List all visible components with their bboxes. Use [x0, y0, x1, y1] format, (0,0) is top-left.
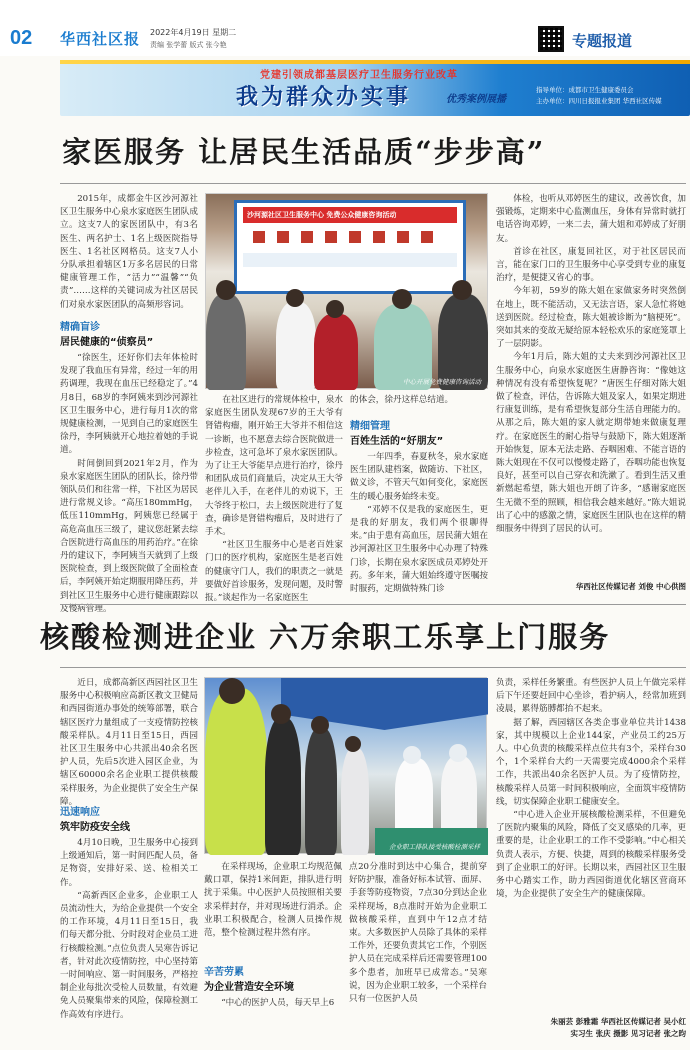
photo2-caption: 企业职工排队接受核酸检测采样 — [389, 843, 480, 851]
consultation-signboard — [234, 200, 466, 294]
banner-organizers — [536, 85, 662, 107]
article1-paragraph: 2015年，成都金牛区沙河源社区卫生服务中心泉水家庭医生团队成立。这支7人的家医团队中，有3名医生、两名护士、1名上级医院指导医生、1名社区网格员。这支7人小分队承担着辖区1万多名居民的日常健康管理工作，“活力”“温馨”“负责”……这样的关键词成为社区居民们对泉水家医团队的高频形容词。 — [60, 194, 198, 310]
article2-paragraph: 4月10日晚，卫生服务中心接到上级通知后，第一时间匹配人员，备足物资，安排好采、送、检相关工作。 — [60, 838, 198, 888]
signboard-title: 沙河源社区卫生服务中心 免费公众健康咨询活动 — [243, 207, 457, 223]
editor-credits: 责编 张学蕾 版式 张今艳 — [150, 41, 227, 49]
article1-paragraph: 首诊在社区，康复回社区，对于社区居民而言，能在家门口的卫生服务中心享受到专业的康复治疗，是便捷又省心的事。 — [496, 246, 686, 284]
article2-rule — [60, 667, 686, 668]
article1-col3-body — [350, 451, 488, 593]
article2-paragraph: 据了解，西园辖区各类企事业单位共计1438家，其中规模以上企业144家，产业员工约25万人。中心负责的核酸采样点位共有3个，采样台30个，1个采样台大约一天需要完成4000余个采样工作，共派出40余名医护人员。为了疫情防控，核酸采样人员第一时间积极响应，全面筑牢疫情防线，切实保障企业职工健康安全。 — [496, 717, 686, 807]
signboard-posters — [243, 231, 457, 245]
article2-credit-line2: 实习生 张庆 摄影 见习记者 张之昀 — [570, 1029, 686, 1038]
article1-col1-body — [60, 352, 198, 614]
article2-subhead-2: 辛苦劳累 — [204, 967, 244, 978]
article1-subhead-2: 精细管理 — [350, 421, 390, 432]
article2-subhead-1: 迅速响应 — [60, 807, 100, 818]
article1-subhead-1-title: 居民健康的“侦察员” — [60, 337, 154, 348]
article1-paragraph: “徐医生，还好你们去年体检时发现了我血压有异常，经过一年的用药调理，我现在血压已经稳定了。”4月8日，68岁的李阿姨来到沙河源社区卫生服务中心，进行每月1次的常规健康检测，一见到自己的家庭医生徐丹，李阿姨就开心地拉着她的手说道。 — [60, 353, 198, 456]
section-label: 专题报道 — [572, 32, 633, 50]
article2-paragraph: 在采样现场，企业职工均规范佩戴口罩，保持1米间距，排队进行明扰于采集。中心医护人员按照相关要求采样封存，并对现场进行消杀。企业职工积极配合，检测人员操作规范，整个检测过程井然有序。 — [204, 862, 342, 939]
article2-paragraph: 负责，采样任务繁重。有些医护人员上午做完采样后下午还要赶回中心坐诊，看护病人，经常加班到凌晨，累得筋膊都抬不起来。 — [496, 678, 686, 715]
article1-credit: 华西社区传媒记者 刘俊 中心供图 — [575, 582, 686, 591]
article2-paragraph: 点20分准时到达中心集合，提前穿好防护服，准备好标本试管、面屏、手套等防疫物资，7点30分到达企业采样现场，8点准时开始为企业职工做核酸采样，直到中午12点才结束。大多数医护人员除了具体的采样工作外，还要负责其它工作，个别医护人员在完成采样后还需要管理100多个患者，加班早已成常态。”吴寒说，因为企业职工较多，一个采样台只有一位医护人员 — [349, 862, 487, 1005]
masthead — [0, 0, 690, 56]
article2-col1-body — [60, 837, 198, 1043]
qr-code-icon — [538, 26, 564, 52]
article2-col2-body — [204, 861, 342, 957]
article1-col3-lead — [350, 394, 488, 408]
article2-credit — [470, 1016, 686, 1040]
article1-headline: 家医服务 让居民生活品质“步步高” — [62, 135, 546, 169]
photo1-caption: 中心开展免费健康咨询活动 — [403, 378, 481, 386]
banner-guide-unit: 指导单位：成都市卫生健康委员会 — [536, 86, 634, 94]
article2-top-rule — [60, 604, 686, 605]
article2-paragraph: “中心的医护人员，每天早上6 — [221, 998, 335, 1008]
article1-paragraph: 在社区进行的常规体检中，泉水家庭医生团队发现67岁的王大爷有肾错构瘤，刚开始王大爷并不相信这一诊断，也不愿意去综合医院做进一步检查，这可急坏了泉水家医团队。为了让王大爷能早点进行治疗，徐丹和团队成员们商量后，决定从王大爷老伴儿入手，在老伴儿的劝说下，王大爷终于松口，去上级医院进行了复查，确诊是肾错构瘤后，及时进行了手术。 — [205, 395, 343, 538]
article1-paragraph: 今年1月后，陈大姐的丈夫来到沙河源社区卫生服务中心，向泉水家庭医生唐静咨询：“像她这种情况有没有希望恢复呢？”唐医生仔细对陈大姐做了检查，评估，告诉陈大姐及家人，如果定期进行康复训练，是有希望恢复部分生活自理能力的。从那之后，陈大姐的家人就定期带她来做康复理疗。在家庭医生的耐心指导与鼓励下，陈大姐逐渐开始恢复，原本无法走路、吞咽困难、不能言语的陈大姐现在不仅可以慢慢走路了，吞咽功能也恢复良好，甚至可以自己穿衣和洗漱了。看到生活又重新燃起希望，陈大姐也开朗了许多，“感谢家庭医生无微不至的照顾，相信我会越来越好。”陈大姐说出了心中的感激之情，家庭医生团队也在这样的精细服务中得到了居民的认可。 — [496, 352, 686, 535]
article2-subhead-1-title: 筑牢防疫安全线 — [60, 822, 130, 833]
article2-col3-body — [349, 861, 487, 1025]
issue-date: 2022年4月19日 星期二 — [150, 28, 237, 37]
campaign-banner — [60, 60, 690, 116]
article2-col1-intro — [60, 677, 198, 807]
article1-paragraph: 一年四季，春夏秋冬，泉水家庭医生团队建档案，做随访、下社区，做义诊，不管天气如何变化，家庭医生的暖心服务始终未变。 — [350, 452, 488, 502]
banner-title: 我为群众办实事 — [236, 85, 412, 110]
article1-col2-body — [205, 394, 343, 604]
banner-subtitle: 优秀案例展播 — [446, 94, 506, 105]
article2-credit-line1: 朱丽芸 彭雅霜 华西社区传媒记者 吴小红 — [550, 1017, 686, 1026]
article1-paragraph: 时间倒回到2021年2月，作为泉水家庭医生团队的团队长，徐丹带领队员们和往常一样，下社区为居民进行常规义诊。“高压180mmHg，低压110mmHg，阿姨您已经属于高危高血压三级了，建议您赶紧去综合医院进行高血压的用药治疗。”在徐丹的建议下，李阿姨当天就到了上级医院检查，到上级医院做了全面检查后，李阿姨开始定期服用降压药，并到社区卫生服务中心进行健康跟踪以及慢病管理。 — [60, 458, 198, 614]
banner-tagline: 党建引领成都基层医疗卫生服务行业改革 — [260, 70, 458, 81]
paper-name: 华西社区报 — [60, 30, 141, 48]
health-consultation-photo — [205, 193, 488, 389]
page-number: 02 — [10, 27, 33, 49]
article1-col4-body — [496, 193, 686, 579]
article1-paragraph: “社区卫生服务中心是老百姓家门口的医疗机构，家庭医生是老百姓的健康守门人，我们的职责之一就是要做好首诊服务，发现问题，及时警报。”谈起作为一名家庭医生 — [205, 540, 343, 604]
article1-rule — [60, 183, 686, 184]
nucleic-acid-testing-photo — [204, 677, 487, 854]
banner-accent-bar — [60, 60, 690, 64]
article1-paragraph: “邓婷不仅是我的家庭医生，更是我的好朋友，我们两个很聊得来。”由于患有高血压，居民蒲大姐在沙河源社区卫生服务中心办理了特殊门诊，长期在泉水家医成员邓婷处开药。多年来，蒲大姐始终遵守医嘱按时服药，定期做特殊门诊 — [350, 504, 488, 595]
article1-paragraph: 体检，也听从邓婷医生的建议，改善饮食，加强锻炼，定期来中心监测血压，身体有异常时就打电话咨询邓婷，一来二去，蒲大姐和邓婷成了好朋友。 — [496, 194, 686, 244]
article1-paragraph: 的体会，徐丹这样总结道。 — [350, 395, 454, 405]
article2-headline: 核酸检测进企业 六万余职工乐享上门服务 — [40, 620, 611, 654]
article2-paragraph: “中心进入企业开展核酸检测采样，不但避免了医院内聚集的风险，降低了交叉感染的几率，更重要的是，让企业职工的工作不受影响。”中心相关负责人表示，方便、快捷，周到的核酸采样服务受到了企业职工的好评。长期以来，西园社区卫生服务中心踏实工作，助力西园街道优化辖区营商环境，为企业提供了安全生产的健康保障。 — [496, 810, 686, 900]
article2-paragraph: 近日，成都高新区西园社区卫生服务中心积极响应高新区教文卫健局和西园街道办事处的统筹部署，联合辖区医疗力量组成了一支疫情防控核酸采样队。4月11日至15日，西园社区卫生服务中心共派出40余名医护人员，先后5次进入园区企业，为辖区60000余名企业职工提供核酸采样服务，为企业提供了安全生产保障。 — [60, 678, 198, 807]
article1-paragraph: 今年初，59岁的陈大姐在家做家务时突然倒在地上，既不能活动，又无法言语，家人急忙将她送到医院。经过检查，陈大姐被诊断为“脑梗死”。突如其来的变故无疑给原本轻松欢乐的家庭笼罩上了一层阴影。 — [496, 286, 686, 350]
article1-subhead-1: 精确盲诊 — [60, 322, 100, 333]
article2-col2-tail — [204, 997, 342, 1025]
banner-host-unit: 主办单位：四川日报报业集团 华西社区传媒 — [536, 97, 662, 105]
article1-subhead-2-title: 百姓生活的“好朋友” — [350, 436, 444, 447]
article2-col4-body — [496, 677, 686, 1013]
article2-subhead-2-title: 为企业营造安全环境 — [204, 982, 294, 993]
article1-col1-intro — [60, 193, 198, 313]
article2-paragraph: “高新西区企业多，企业职工人员流动性大，为给企业提供一个安全的工作环境，4月11日至15日，我们每天都分批、分时段对企业员工进行核酸检测。”点位负责人吴寒告诉记者，针对此次疫情防控，中心坚持第一时间响应、第一时间服务，严格控制企业每批次受检人员数量，有效避免人员聚集带来的风险，保障检测工作高效有序进行。 — [60, 890, 198, 1020]
